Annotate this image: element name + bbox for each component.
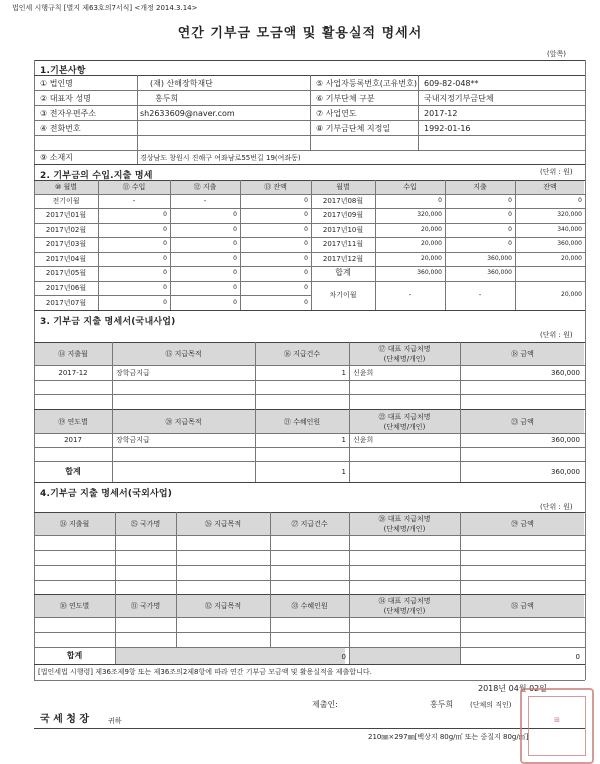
total-expense: 360,000 [487,269,512,276]
row-balance: 0 [304,226,308,233]
value-biz-number: 609-82-048** [424,79,479,88]
row-expense-2: 0 [508,197,512,204]
value-org-type: 국내지정기부금단체 [424,94,494,103]
unit-label-3: (단위 : 원) [540,331,573,339]
row-balance-2: 340,000 [557,226,582,233]
unit-label-4: (단위 : 원) [540,503,573,511]
label-biz-number: ⑤ 사업자등록번호(고유번호) [316,79,417,88]
row-income-2: 320,000 [417,211,442,218]
row-income: 0 [163,269,167,276]
recipient: 국 세 청 장 [40,714,90,725]
organization-seal [520,688,594,764]
col-overseas-purpose: ㉖ 지급목적 [204,520,242,528]
col-overseas-payee-2-sub: (단체명/개인) [383,607,426,615]
domestic-total-count: 1 [341,468,346,476]
label-email: ③ 전자우편주소 [40,109,97,118]
col-overseas-month: ㉔ 지출월 [59,520,90,528]
col-expense: ⑫ 지출 [193,183,217,191]
row-month: 2017년06월 [45,284,87,292]
row-month: 2017년05월 [45,269,87,277]
row-balance-2: 320,000 [557,211,582,218]
row-month-2: 2017년11월 [322,240,364,248]
row-income: 0 [163,255,167,262]
col-overseas-count: ㉗ 지급건수 [291,520,328,528]
row-expense-2: 0 [508,240,512,247]
label-phone: ④ 전화번호 [40,124,81,133]
row-month: 2017년01월 [45,211,87,219]
value-representative: 홍두희 [155,94,179,103]
row-income-2: 20,000 [421,255,442,262]
row-month-2: 2017년08월 [322,197,364,205]
row-month-2: 2017년09월 [322,211,364,219]
domestic-total-label: 합계 [65,467,81,476]
row-expense: 0 [233,211,237,218]
col-overseas-payee: ㉘ 대표 지급처명 [378,515,431,523]
carry-out-balance: 20,000 [561,291,582,298]
row-income-2: 20,000 [421,240,442,247]
row-balance: 0 [304,211,308,218]
seal-mark-icon: ⊞ [554,716,560,724]
col-payee: ⑰ 대표 지급처명 [378,345,431,353]
domestic-amount: 360,000 [551,369,580,377]
row-expense: 0 [233,255,237,262]
label-representative: ② 대표자 성명 [40,94,91,103]
row-balance-2: 360,000 [557,240,582,247]
col-purpose-2: ⑳ 지급목적 [165,418,202,426]
row-month-2: 2017년10월 [322,226,364,234]
domestic-purpose: 장학금지급 [116,369,150,377]
row-expense: 0 [233,284,237,291]
unit-label-2: (단위 : 원) [540,168,573,176]
col-amount: ⑱ 금액 [511,350,534,358]
row-expense: 0 [233,269,237,276]
submitter-name: 홍두희 [430,700,454,709]
row-month-2: 2017년12월 [322,255,364,263]
domestic-total-amount: 360,000 [551,468,580,476]
row-balance: 0 [304,269,308,276]
row-expense-2: 0 [508,211,512,218]
row-expense: 0 [233,226,237,233]
value-designation-date: 1992-01-16 [424,124,471,133]
value-corp-name: (재) 산해장학재단 [150,79,213,88]
col-overseas-beneficiaries: ㉝ 수혜인원 [291,602,328,610]
label-corp-name: ① 법인명 [40,79,73,88]
col-payee-sub: (단체명/개인) [383,355,426,363]
row-month: 2017년03월 [45,240,87,248]
section-overseas-heading: 4.기부금 지출 명세서(국외사업) [40,489,173,499]
col-income: ⑪ 수입 [122,183,146,191]
row-expense: 0 [233,240,237,247]
row-income-2: 20,000 [421,226,442,233]
domestic-count: 1 [341,369,346,377]
row-month: 2017년04월 [45,255,87,263]
col-balance: ⑬ 잔액 [264,183,287,191]
row-income: 0 [163,284,167,291]
submission-date: 2018년 04월 02일 [478,684,547,693]
col-overseas-amount-2: ㉟ 금액 [511,602,534,610]
row-expense: 0 [233,299,237,306]
row-balance-2: 20,000 [561,255,582,262]
recipient-suffix: 귀하 [108,717,122,725]
col-beneficiaries: ㉑ 수혜인원 [283,418,321,426]
col-balance-2: 잔액 [543,183,557,191]
col-overseas-amount: ㉙ 금액 [511,520,534,528]
col-overseas-year: ㉚ 연도별 [59,602,90,610]
carry-out-label: 차기이월 [329,291,357,299]
front-page-mark: (앞쪽) [547,50,566,58]
total-income: 360,000 [417,269,442,276]
domestic-year: 2017 [64,436,82,444]
row-income-2: 0 [438,197,442,204]
col-country-2: ㉛ 국가명 [130,602,161,610]
col-payee-2-sub: (단체명/개인) [383,423,426,431]
carry-out-income: - [408,291,412,299]
row-balance: 0 [304,284,308,291]
row-balance: 0 [304,299,308,306]
section-income-expense-heading: 2. 기부금의 수입.지출 명세 [40,171,153,181]
row-month: 2017년02월 [45,226,87,234]
row-expense-2: 360,000 [487,255,512,262]
submitter-seal-note: (단체의 직인) [470,701,512,709]
row-balance: 0 [304,240,308,247]
row-balance: 0 [304,255,308,262]
label-designation-date: ⑧ 기부금단체 지정일 [316,124,391,133]
col-overseas-purpose-2: ㉜ 지급목적 [204,602,242,610]
col-country: ㉕ 국가명 [130,520,161,528]
col-month: ⑩ 월별 [54,183,78,191]
overseas-total-count: 0 [341,653,346,661]
col-expense-month: ⑭ 지출월 [58,350,88,358]
row-expense-2: 0 [508,226,512,233]
row-income: 0 [163,226,167,233]
label-address: ⑨ 소재지 [40,153,73,162]
overseas-total-label: 합계 [66,651,83,660]
domestic-beneficiaries: 1 [341,436,346,444]
domestic-payee: 신윤희 [353,369,374,377]
carry-out-expense: - [478,291,482,299]
row-income: 0 [163,211,167,218]
col-expense-2: 지출 [473,183,487,191]
row-balance-2: 0 [578,197,582,204]
row-carry-in-balance: 0 [304,197,308,204]
row-income: 0 [163,240,167,247]
total-label: 합계 [335,268,351,277]
value-fiscal-year: 2017-12 [424,109,458,118]
document-title: 연간 기부금 모금액 및 활용실적 명세서 [177,26,423,41]
col-payee-2: ㉒ 대표 지급처명 [378,413,431,421]
row-carry-in-expense: - [203,197,207,205]
col-income-2: 수입 [403,183,417,191]
overseas-total-amount: 0 [575,653,580,661]
col-pay-count: ⑯ 지급건수 [283,350,321,358]
col-year: ⑲ 연도별 [58,418,88,426]
paper-spec: 210㎜×297㎜[백상지 80g/㎡ 또는 중질지 80g/㎡] [368,733,529,741]
submission-statement: [법인세법 시행령] 제36조제9항 또는 제36조의2제8항에 따라 연간 기부금 모금액 및 활용실적을 제출합니다. [38,668,372,676]
label-org-type: ⑥ 기부단체 구분 [316,94,375,103]
col-overseas-payee-2: ㉞ 대표 지급처명 [378,597,431,605]
regulation-note: 법인세 시행규칙 [별지 제63호의7서식] <개정 2014.3.14> [12,4,198,12]
col-purpose: ⑮ 지급목적 [165,350,202,358]
submitter-label: 제출인: [312,700,338,709]
section-domestic-heading: 3. 기부금 지출 명세서(국내사업) [40,317,176,327]
row-month: 2017년07월 [45,299,87,307]
value-email: sh2633609@naver.com [140,109,235,118]
domestic-purpose-2: 장학금지급 [116,436,150,444]
domestic-month: 2017-12 [58,369,88,377]
section-basic-heading: 1.기본사항 [40,66,86,76]
row-carry-in-income: - [132,197,136,205]
domestic-amount-2: 360,000 [551,436,580,444]
domestic-payee-2: 신윤희 [353,436,374,444]
col-overseas-payee-sub: (단체명/개인) [383,525,426,533]
row-carry-in-month: 전기이월 [52,197,80,205]
col-month-2: 월별 [336,183,350,191]
label-fiscal-year: ⑦ 사업연도 [316,109,357,118]
row-income: 0 [163,299,167,306]
value-address: 경상남도 창원시 진해구 여좌남로55번길 19(여좌동) [140,154,301,162]
col-amount-2: ㉓ 금액 [511,418,534,426]
